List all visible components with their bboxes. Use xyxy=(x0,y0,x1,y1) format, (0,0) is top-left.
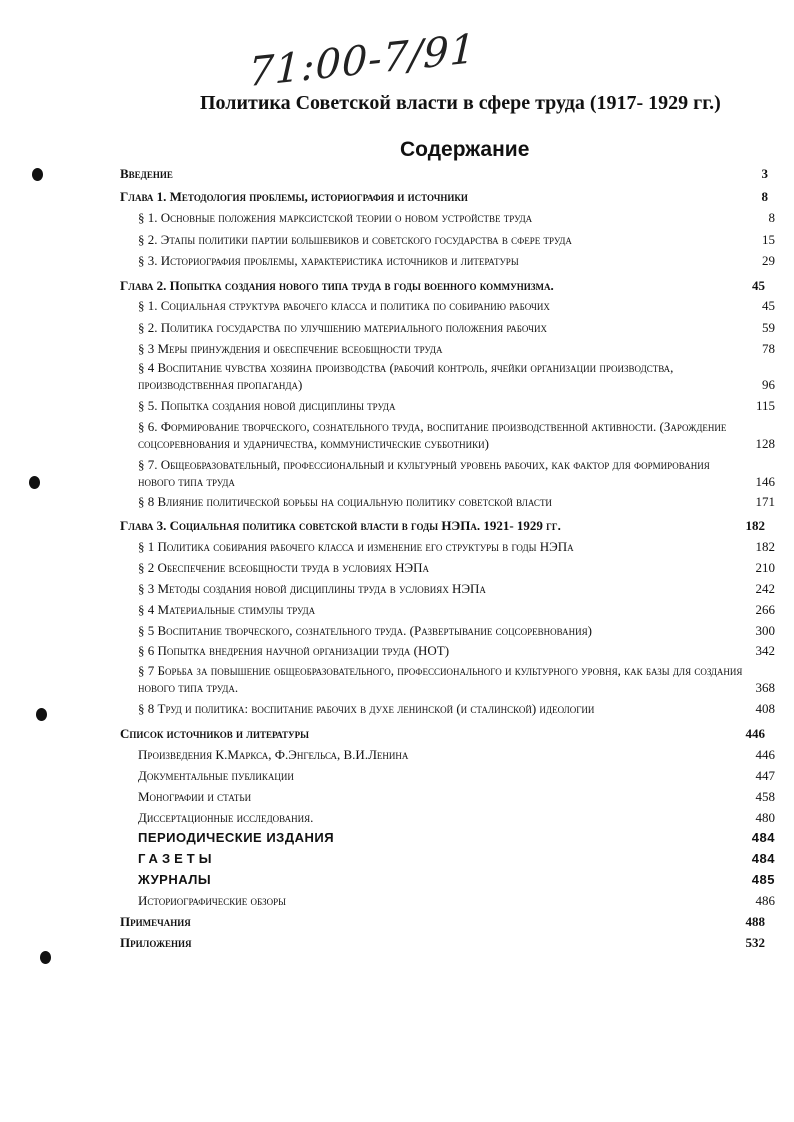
page-title: Политика Советской власти в сфере труда (1917- 1929 гг.) xyxy=(200,92,721,114)
punch-hole-mark xyxy=(29,476,40,489)
punch-hole-mark xyxy=(40,951,51,964)
toc-entry: Диссертационные исследования. 480 xyxy=(138,810,775,825)
toc-entry: § 8 Труд и политика: воспитание рабочих в духе ленинской (и сталинской) идеологии 408 xyxy=(138,701,775,716)
toc-entry: Глава 3. Социальная политика советской власти в годы НЭПа. 1921- 1929 гг. 182 xyxy=(120,518,765,533)
toc-entry: Введение 3 xyxy=(120,166,768,181)
toc-entry: Список источников и литературы 446 xyxy=(120,726,765,741)
contents-heading: Содержание xyxy=(400,138,530,161)
toc-entry: § 6. Формирование творческого, сознательного труда, воспитание производственной активности. (Зарождение соцсоревнования и ударничества, коммунистические субботники) 128 xyxy=(138,419,775,451)
toc-entry: § 2. Политика государства по улучшению материального положения рабочих 59 xyxy=(138,320,775,335)
toc-entry: § 2 Обеспечение всеобщности труда в условиях НЭПа 210 xyxy=(138,560,775,575)
toc-entry: § 3 Меры принуждения и обеспечение всеобщности труда 78 xyxy=(138,341,775,356)
toc-entry: § 7. Общеобразовательный, профессиональный и культурный уровень рабочих, как фактор для формирования нового типа труда 146 xyxy=(138,457,775,489)
toc-entry: Произведения К.Маркса, Ф.Энгельса, В.И.Ленина 446 xyxy=(138,747,775,762)
toc-entry: ЖУРНАЛЫ 485 xyxy=(138,872,775,887)
toc-entry: Монографии и статьи 458 xyxy=(138,789,775,804)
toc-entry: ГАЗЕТЫ 484 xyxy=(138,851,775,866)
toc-entry: § 1. Социальная структура рабочего класса и политика по собиранию рабочих 45 xyxy=(138,298,775,313)
toc-entry: § 7 Борьба за повышение общеобразовательного, профессионального и культурного уровня, как базы для создания нового типа труда. 368 xyxy=(138,663,775,695)
punch-hole-mark xyxy=(36,708,47,721)
toc-entry: ПЕРИОДИЧЕСКИЕ ИЗДАНИЯ 484 xyxy=(138,830,775,845)
toc-entry: § 4 Материальные стимулы труда 266 xyxy=(138,602,775,617)
handwritten-stamp: 71:00-7/91 xyxy=(247,25,477,97)
toc-entry: Приложения 532 xyxy=(120,935,765,950)
toc-entry: Документальные публикации 447 xyxy=(138,768,775,783)
toc-entry: § 1 Политика собирания рабочего класса и изменение его структуры в годы НЭПа 182 xyxy=(138,539,775,554)
toc-entry: Глава 1. Методология проблемы, историография и источники 8 xyxy=(120,189,768,204)
toc-entry: § 3. Историография проблемы, характеристика источников и литературы 29 xyxy=(138,253,775,268)
toc-entry: § 2. Этапы политики партии большевиков и советского государства в сфере труда 15 xyxy=(138,232,775,247)
toc-entry: Примечания 488 xyxy=(120,914,765,929)
toc-entry: Историографические обзоры 486 xyxy=(138,893,775,908)
toc-entry: § 5 Воспитание творческого, сознательного труда. (Развертывание соцсоревнования) 300 xyxy=(138,623,775,638)
toc-entry: Глава 2. Попытка создания нового типа труда в годы военного коммунизма. 45 xyxy=(120,278,765,293)
toc-entry: § 4 Воспитание чувства хозяина производства (рабочий контроль, ячейки организации производства, производственная пропаганда) 96 xyxy=(138,360,775,392)
toc-entry: § 8 Влияние политической борьбы на социальную политику советской власти 171 xyxy=(138,494,775,509)
toc-entry: § 1. Основные положения марксистской теории о новом устройстве труда 8 xyxy=(138,210,775,225)
toc-entry: § 5. Попытка создания новой дисциплины труда 115 xyxy=(138,398,775,413)
toc-entry: § 3 Методы создания новой дисциплины труда в условиях НЭПа 242 xyxy=(138,581,775,596)
toc-entry: § 6 Попытка внедрения научной организации труда (НОТ) 342 xyxy=(138,643,775,658)
punch-hole-mark xyxy=(32,168,43,181)
